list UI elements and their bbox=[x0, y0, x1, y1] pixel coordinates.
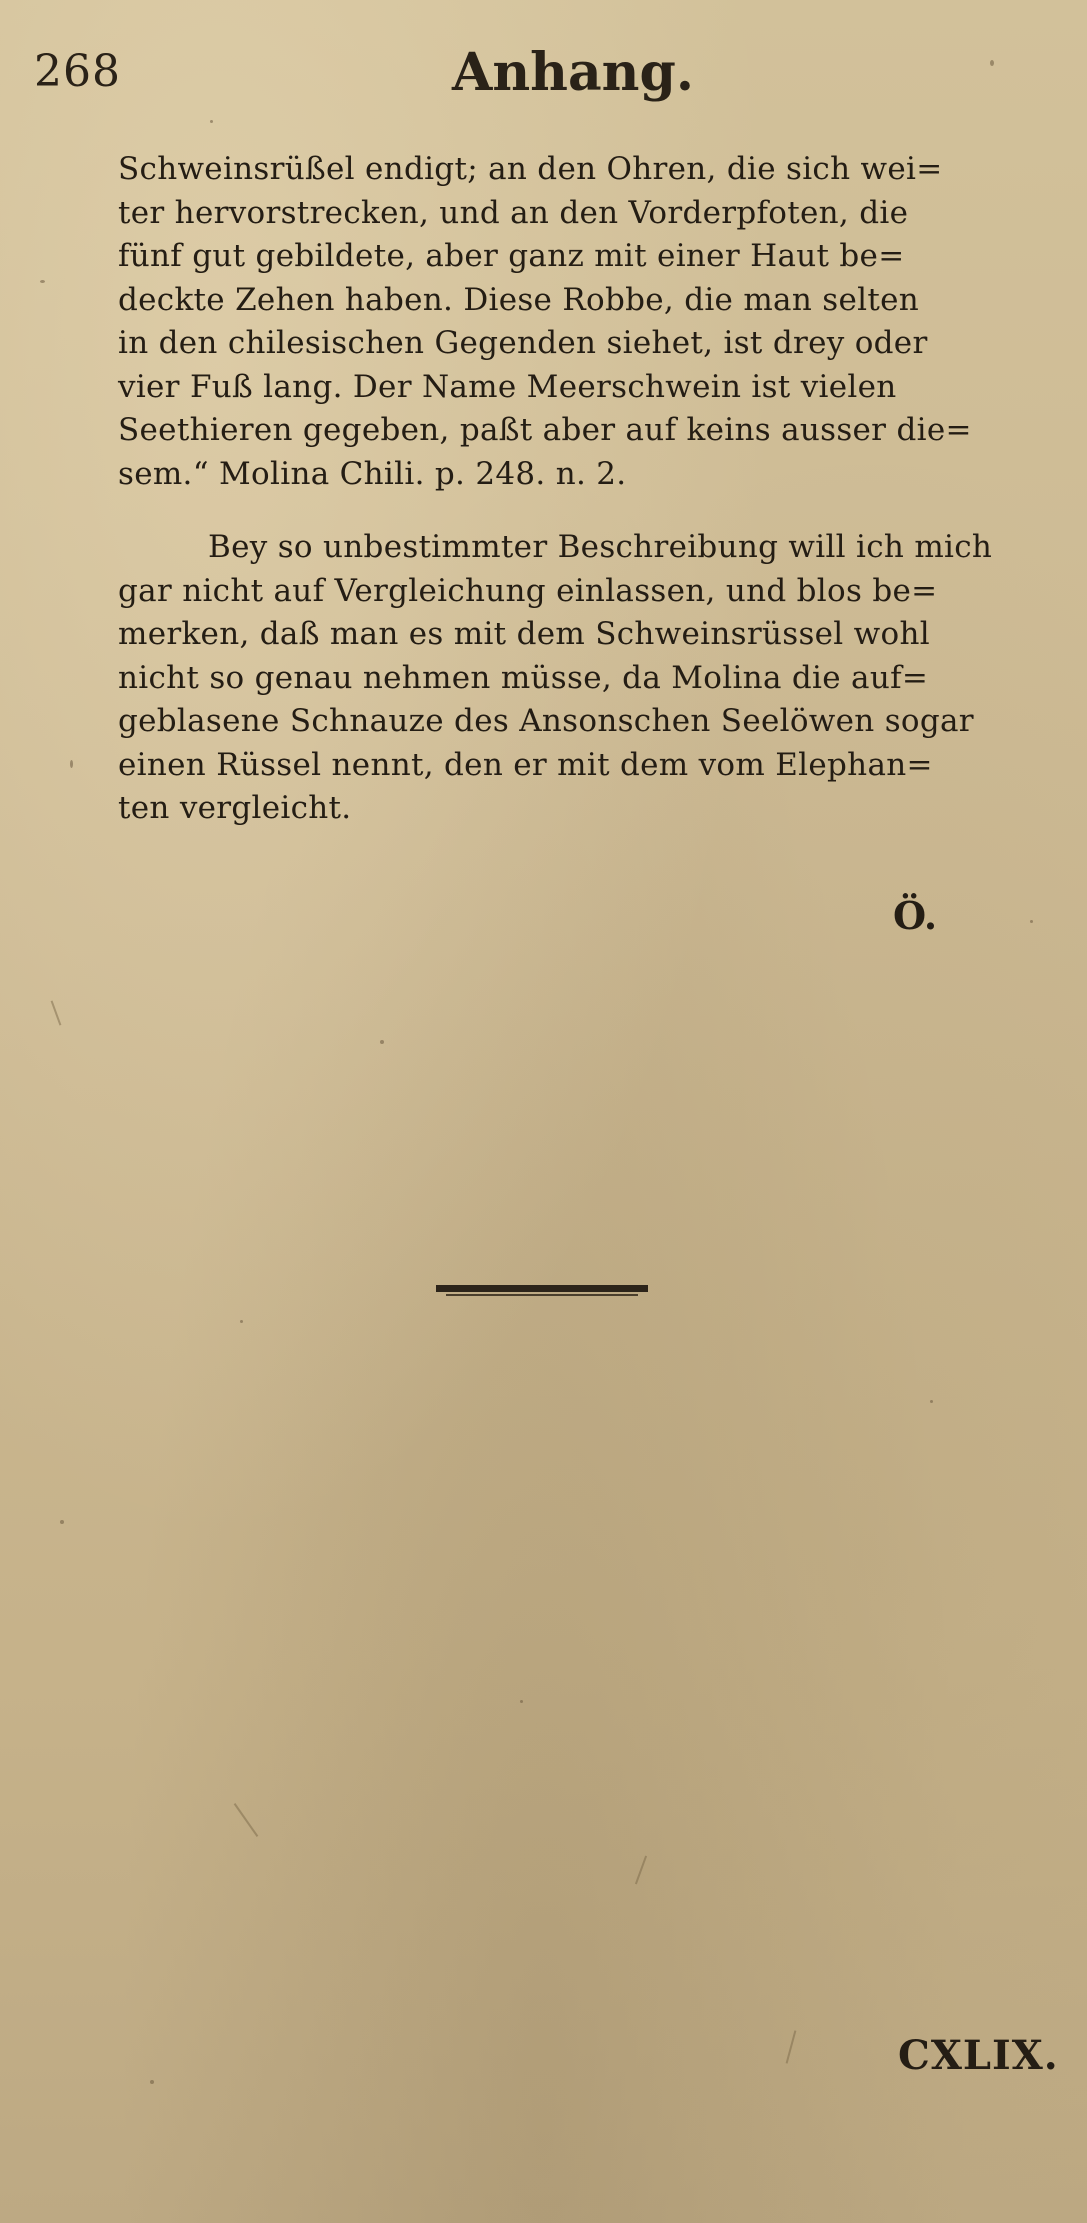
text-line: gar nicht auf Vergleichung einlassen, und blos be= bbox=[118, 572, 938, 609]
divider-thick-line bbox=[436, 1285, 648, 1292]
text-line: geblasene Schnauze des Ansonschen Seelöwen sogar bbox=[118, 703, 974, 739]
paper-scratch bbox=[635, 1856, 647, 1885]
text-line: Seethieren gegeben, paßt aber auf keins ausser die= bbox=[118, 412, 972, 448]
paper-speck bbox=[1030, 920, 1033, 923]
text-line: ter hervorstrecken, und an den Vorderpfoten, die bbox=[118, 194, 909, 231]
divider-thin-line bbox=[446, 1294, 638, 1296]
paper-speck bbox=[210, 120, 213, 123]
text-line: vier Fuß lang. Der Name Meerschwein ist vielen bbox=[118, 368, 897, 405]
text-line: fünf gut gebildete, aber ganz mit einer Haut be= bbox=[118, 238, 905, 274]
signature-mark: CXLIX. bbox=[898, 2032, 1059, 2079]
text-line: Bey so unbestimmter Beschreibung will ich mich bbox=[208, 529, 993, 565]
paper-speck bbox=[380, 1040, 384, 1044]
paper-scratch bbox=[234, 1803, 259, 1837]
text-line: Schweinsrüßel endigt; an den Ohren, die sich wei= bbox=[118, 151, 943, 187]
text-line: nicht so genau nehmen müsse, da Molina die auf= bbox=[118, 659, 929, 696]
paper-speck bbox=[240, 1320, 243, 1323]
page-number: 268 bbox=[34, 46, 121, 97]
running-head: Anhang. bbox=[452, 42, 694, 103]
paper-speck bbox=[520, 1700, 523, 1703]
paper-speck bbox=[60, 1520, 64, 1524]
paragraph-2 bbox=[118, 526, 1054, 831]
text-line: ten vergleicht. bbox=[118, 790, 352, 826]
paper-speck bbox=[930, 1400, 933, 1403]
paragraph-gap bbox=[118, 496, 1054, 526]
section-divider-rule bbox=[436, 1282, 648, 1296]
paper-speck bbox=[150, 2080, 154, 2084]
text-line: merken, daß man es mit dem Schweinsrüssel wohl bbox=[118, 616, 930, 652]
body-text bbox=[118, 148, 1054, 831]
text-line: einen Rüssel nennt, den er mit dem vom Elephan= bbox=[118, 746, 933, 783]
page-header bbox=[0, 42, 1087, 112]
paper-speck bbox=[70, 760, 73, 768]
text-line: in den chilesischen Gegenden siehet, ist drey oder bbox=[118, 325, 928, 361]
paragraph-1 bbox=[118, 148, 1054, 496]
paper-scratch bbox=[786, 2030, 797, 2063]
text-line: sem.“ Molina Chili. p. 248. n. 2. bbox=[118, 455, 627, 492]
paper-speck bbox=[40, 280, 45, 283]
text-line: deckte Zehen haben. Diese Robbe, die man selten bbox=[118, 281, 919, 318]
author-signature: Ö. bbox=[893, 893, 938, 938]
paper-scratch bbox=[51, 1000, 62, 1025]
